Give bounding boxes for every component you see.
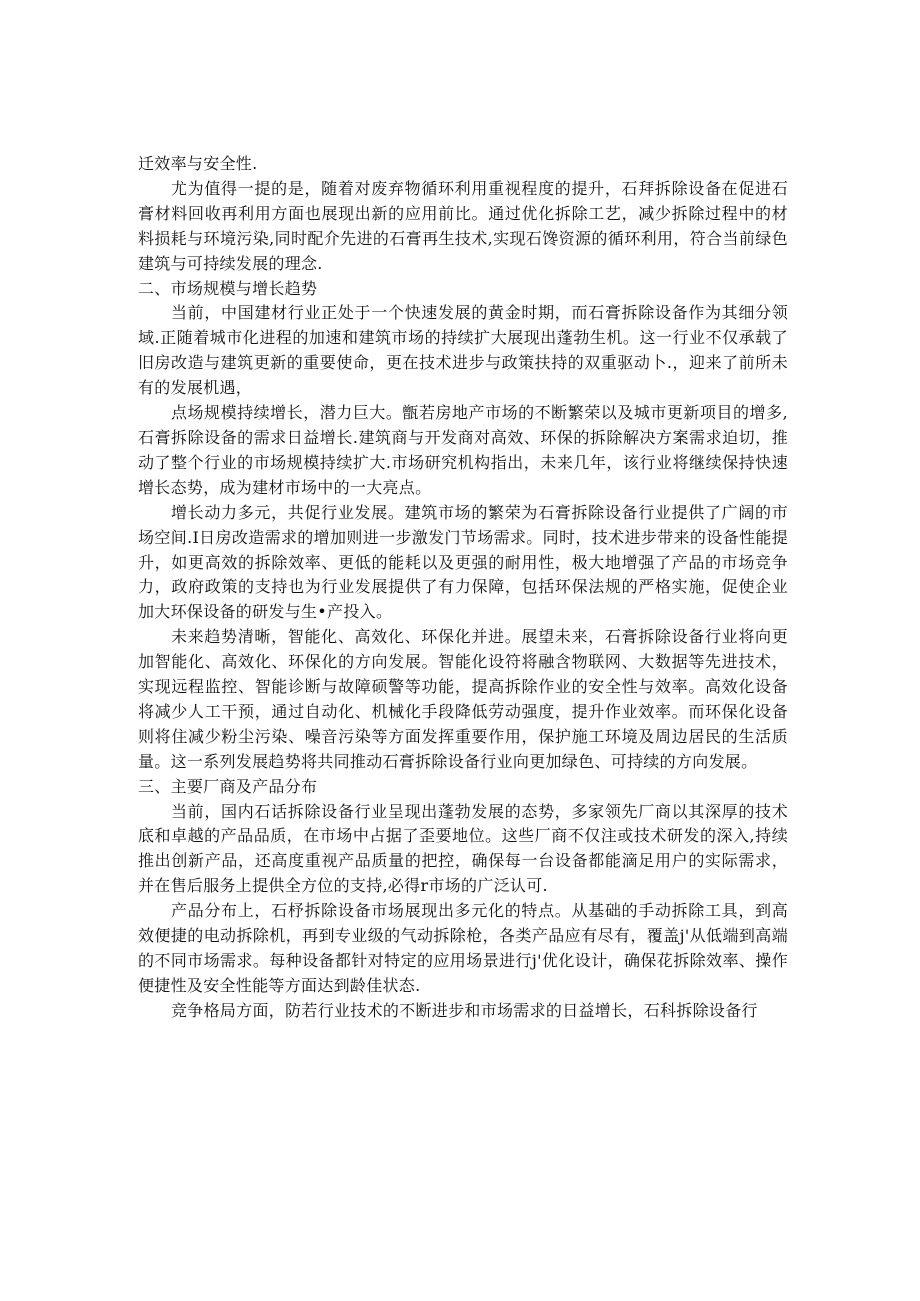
paragraph-competition: 竞争格局方面，防若行业技术的不断进步和市场需求的日益增长，石科拆除设备行 xyxy=(171,1000,758,1020)
paragraph-growth-drivers: 增长动力多元，共促行业发展。建筑市场的繁荣为石膏拆除设备行业提供了广阔的市场空间.I日房改造需求的增加则进一步激发门节场需求。同时，技术进步带来的设备性能提升，如更高效的拆除效率、更低的能耗以及更强的耐用性，极大地增强了产品的市场竞争力，政府政策的支持也为行业发展提供了有力保障，包括环保法规的严格实施，促使企业加大环保设备的研发与生•产投入。 xyxy=(138,502,788,622)
section-heading-manufacturers: 三、主要厂商及产品分布 xyxy=(138,776,318,796)
paragraph-continuation: 迁效率与安全性. xyxy=(138,154,258,173)
paragraph-product-distribution: 产品分布上，石杼拆除设备市场展现出多元化的特点。从基础的手动拆除工具，到高效便捷的电动拆除机，再到专业级的气动拆除枪，各类产品应有尽有，覆盖j'从低端到高端的不同市场需求。每种设备都针对特定的应用场景进行j'优化设计，确保花拆除效率、操作便捷性及安全性能等方面达到龄佳状态. xyxy=(138,901,788,995)
document-body xyxy=(138,152,788,1024)
paragraph-manufacturers-intro: 当前，国内石话拆除设备行业呈现出蓬勃发展的态势，多家领先厂商以其深厚的技术底和卓越的产品品质，在市场中占据了歪要地位。这些厂商不仅注或技术研发的深入,持续推出创新产品，还高度重视产品质量的把控，确保每一台设备都能滴足用户的实际需求，并在售后服务上提供全方位的支持,必得r市场的广泛认可. xyxy=(138,801,788,896)
paragraph-market-intro: 当前，中国建材行业正处于一个快速发展的黄金时期，而石膏拆除设备作为其细分领域.正随着城市化进程的加速和建筑市场的持续扩大展现出蓬勃生机。这一行业不仅承载了旧房改造与建筑更新的重要使命，更在技术进步与政策扶持的双重驱动卜.，迎来了前所未有的发展机遇， xyxy=(138,303,788,398)
paragraph-future-trends: 未来趋势清晰，智能化、高效化、环保化并进。展望未来，石膏拆除设备行业将向更加智能化、高效化、环保化的方向发展。智能化设符将融含物联网、大数据等先进技术，实现远程监控、智能诊断与故障硕警等功能，提高拆除作业的安全性与效率。高效化设备将减少人工干预，通过自动化、机械化手段降低劳动强度，提升作业效率。而环保化设备则将住减少粉尘污染、噪音污染等方面发挥重要作用，保护施工环境及周边居民的生活质量。这一系列发展趋势将共同推动石膏拆除设备行业向更加绿色、可持续的方向发展。 xyxy=(138,627,788,771)
paragraph-recycling: 尤为值得一提的是，随着对废弃物循环利用重视程度的提升，石拜拆除设备在促进石膏材料回收再利用方面也展现出新的应用前比。通过优化拆除工艺，减少拆除过程中的材料损耗与环境污染,同时配介先进的石膏再生技术,实现石馋资源的循环利用，符合当前绿色建筑与可持续发展的理念. xyxy=(138,178,788,273)
paragraph-market-growth: 点场规模持续增长，潜力巨大。甑若房地产市场的不断繁荣以及城市更新项目的增多,石膏拆除设备的需求日益增长.建筑商与开发商对高效、环保的拆除解决方案需求迫切，推动了整个行业的市场规模持续扩大.市场研究机构指出，未来几年，该行业将继续保持快速增长态势，成为建材市场中的一大亮点。 xyxy=(138,403,788,497)
section-heading-market-scale: 二、市场规模与增长趋势 xyxy=(138,278,318,298)
